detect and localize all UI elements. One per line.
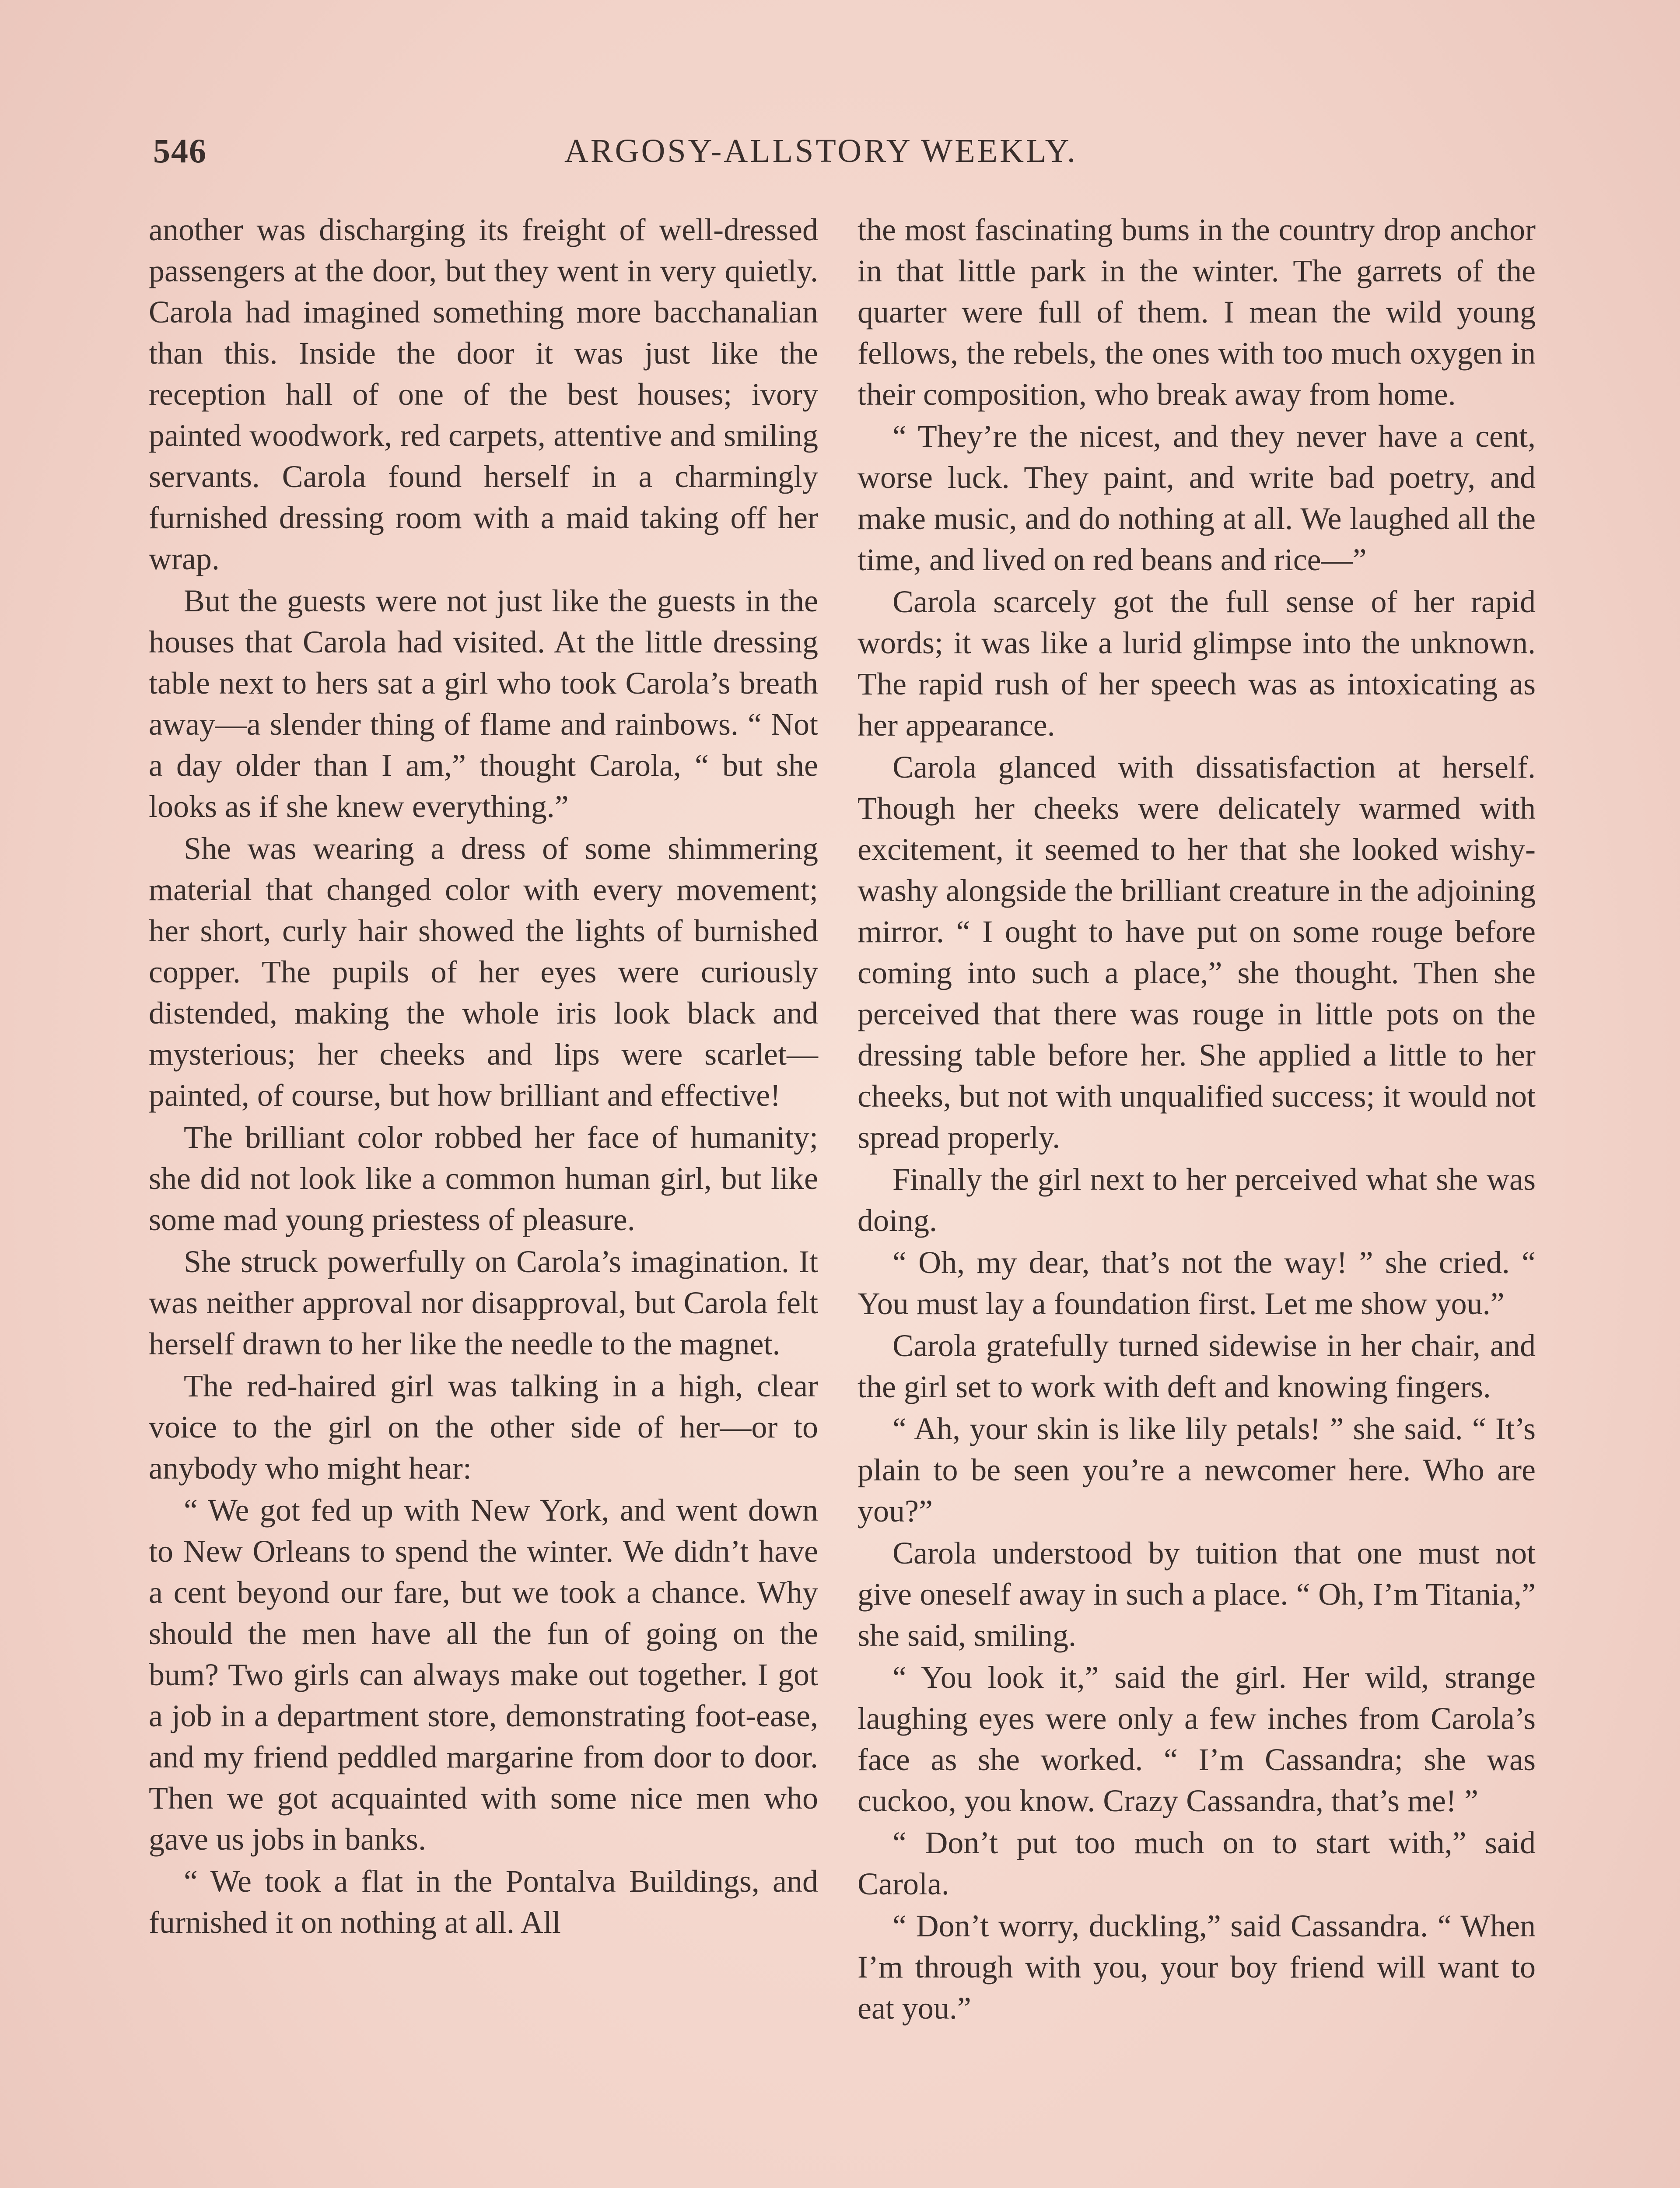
paragraph: “ Don’t put too much on to start with,” said Carola. xyxy=(858,1825,1536,1901)
paragraph: Carola gratefully turned sidewise in her chair, and the girl set to work with deft and knowing fingers. xyxy=(858,1328,1536,1404)
paragraph: The brilliant color robbed her face of humanity; she did not look like a common human girl, but like some mad young priestess of pleasure. xyxy=(149,1120,818,1237)
paragraph: the most fascinating bums in the country drop anchor in that little park in the winter. The garrets of the quarter were full of them. I mean the wild young fellows, the rebels, the ones with too much oxygen in their composition, who break away from home. xyxy=(858,212,1536,412)
paragraph: But the guests were not just like the guests in the houses that Carola had visited. At the little dressing table next to hers sat a girl who took Carola’s breath away—a slender thing of flame and rainbows. “ Not a day older than I am,” thought Carola, “ but she looks as if she knew everything.” xyxy=(149,583,818,824)
paragraph: “ Ah, your skin is like lily petals! ” she said. “ It’s plain to be seen you’re a newcomer here. Who are you?” xyxy=(858,1411,1536,1529)
paragraph: Carola understood by tuition that one must not give oneself away in such a place. “ Oh, I’m Titania,” she said, smiling. xyxy=(858,1536,1536,1653)
paragraph: “ They’re the nicest, and they never have a cent, worse luck. They paint, and write bad poetry, and make music, and do nothing at all. We laughed all the time, and lived on red beans and rice—” xyxy=(858,419,1536,577)
paragraph: Finally the girl next to her perceived what she was doing. xyxy=(858,1162,1536,1238)
paragraph: She struck powerfully on Carola’s imagination. It was neither approval nor disapproval, but Carola felt herself drawn to her like the needle to the magnet. xyxy=(149,1244,818,1361)
paragraph: “ Oh, my dear, that’s not the way! ” she cried. “ You must lay a foundation first. Let me show you.” xyxy=(858,1245,1536,1321)
paragraph: “ We took a flat in the Pontalva Buildings, and furnished it on nothing at all. All xyxy=(149,1864,818,1940)
paragraph: another was discharging its freight of well-dressed passengers at the door, but they went in very quietly. Carola had imagined something more bacchanalian than this. Inside the door it was just like the reception hall of one of the best houses; ivory painted woodwork, red carpets, attentive and smiling servants. Carola found herself in a charmingly furnished dressing room with a maid taking off her wrap. xyxy=(149,212,818,576)
left-column xyxy=(149,209,818,1943)
paragraph: She was wearing a dress of some shimmering material that changed color with every movement; her short, curly hair showed the lights of burnished copper. The pupils of her eyes were curiously distended, making the whole iris look black and mysterious; her cheeks and lips were scarlet—painted, of course, but how brilliant and effective! xyxy=(149,831,818,1113)
paragraph: Carola glanced with dissatisfaction at herself. Though her cheeks were delicately warmed with excitement, it seemed to her that she looked wishy-washy alongside the brilliant creature in the adjoining mirror. “ I ought to have put on some rouge before coming into such a place,” she thought. Then she perceived that there was rouge in little pots on the dressing table before her. She applied a little to her cheeks, but not with unqualified success; it would not spread properly. xyxy=(858,750,1536,1155)
right-column xyxy=(858,209,1536,2029)
paragraph: The red-haired girl was talking in a high, clear voice to the girl on the other side of her—or to anybody who might hear: xyxy=(149,1368,818,1486)
running-head: ARGOSY-ALLSTORY WEEKLY. xyxy=(564,133,1078,169)
paragraph: Carola scarcely got the full sense of her rapid words; it was like a lurid glimpse into the unknown. The rapid rush of her speech was as intoxicating as her appearance. xyxy=(858,584,1536,743)
paragraph: “ We got fed up with New York, and went down to New Orleans to spend the winter. We didn’t have a cent beyond our fare, but we took a chance. Why should the men have all the fun of going on the bum? Two girls can always make out together. I got a job in a department store, demonstrating foot-ease, and my friend peddled margarine from door to door. Then we got acquainted with some nice men who gave us jobs in banks. xyxy=(149,1493,818,1857)
paragraph: “ You look it,” said the girl. Her wild, strange laughing eyes were only a few inches from Carola’s face as she worked. “ I’m Cassandra; she was cuckoo, you know. Crazy Cassandra, that’s me! ” xyxy=(858,1660,1536,1818)
page-number: 546 xyxy=(153,132,207,170)
paragraph: “ Don’t worry, duckling,” said Cassandra. “ When I’m through with you, your boy friend will want to eat you.” xyxy=(858,1908,1536,2026)
